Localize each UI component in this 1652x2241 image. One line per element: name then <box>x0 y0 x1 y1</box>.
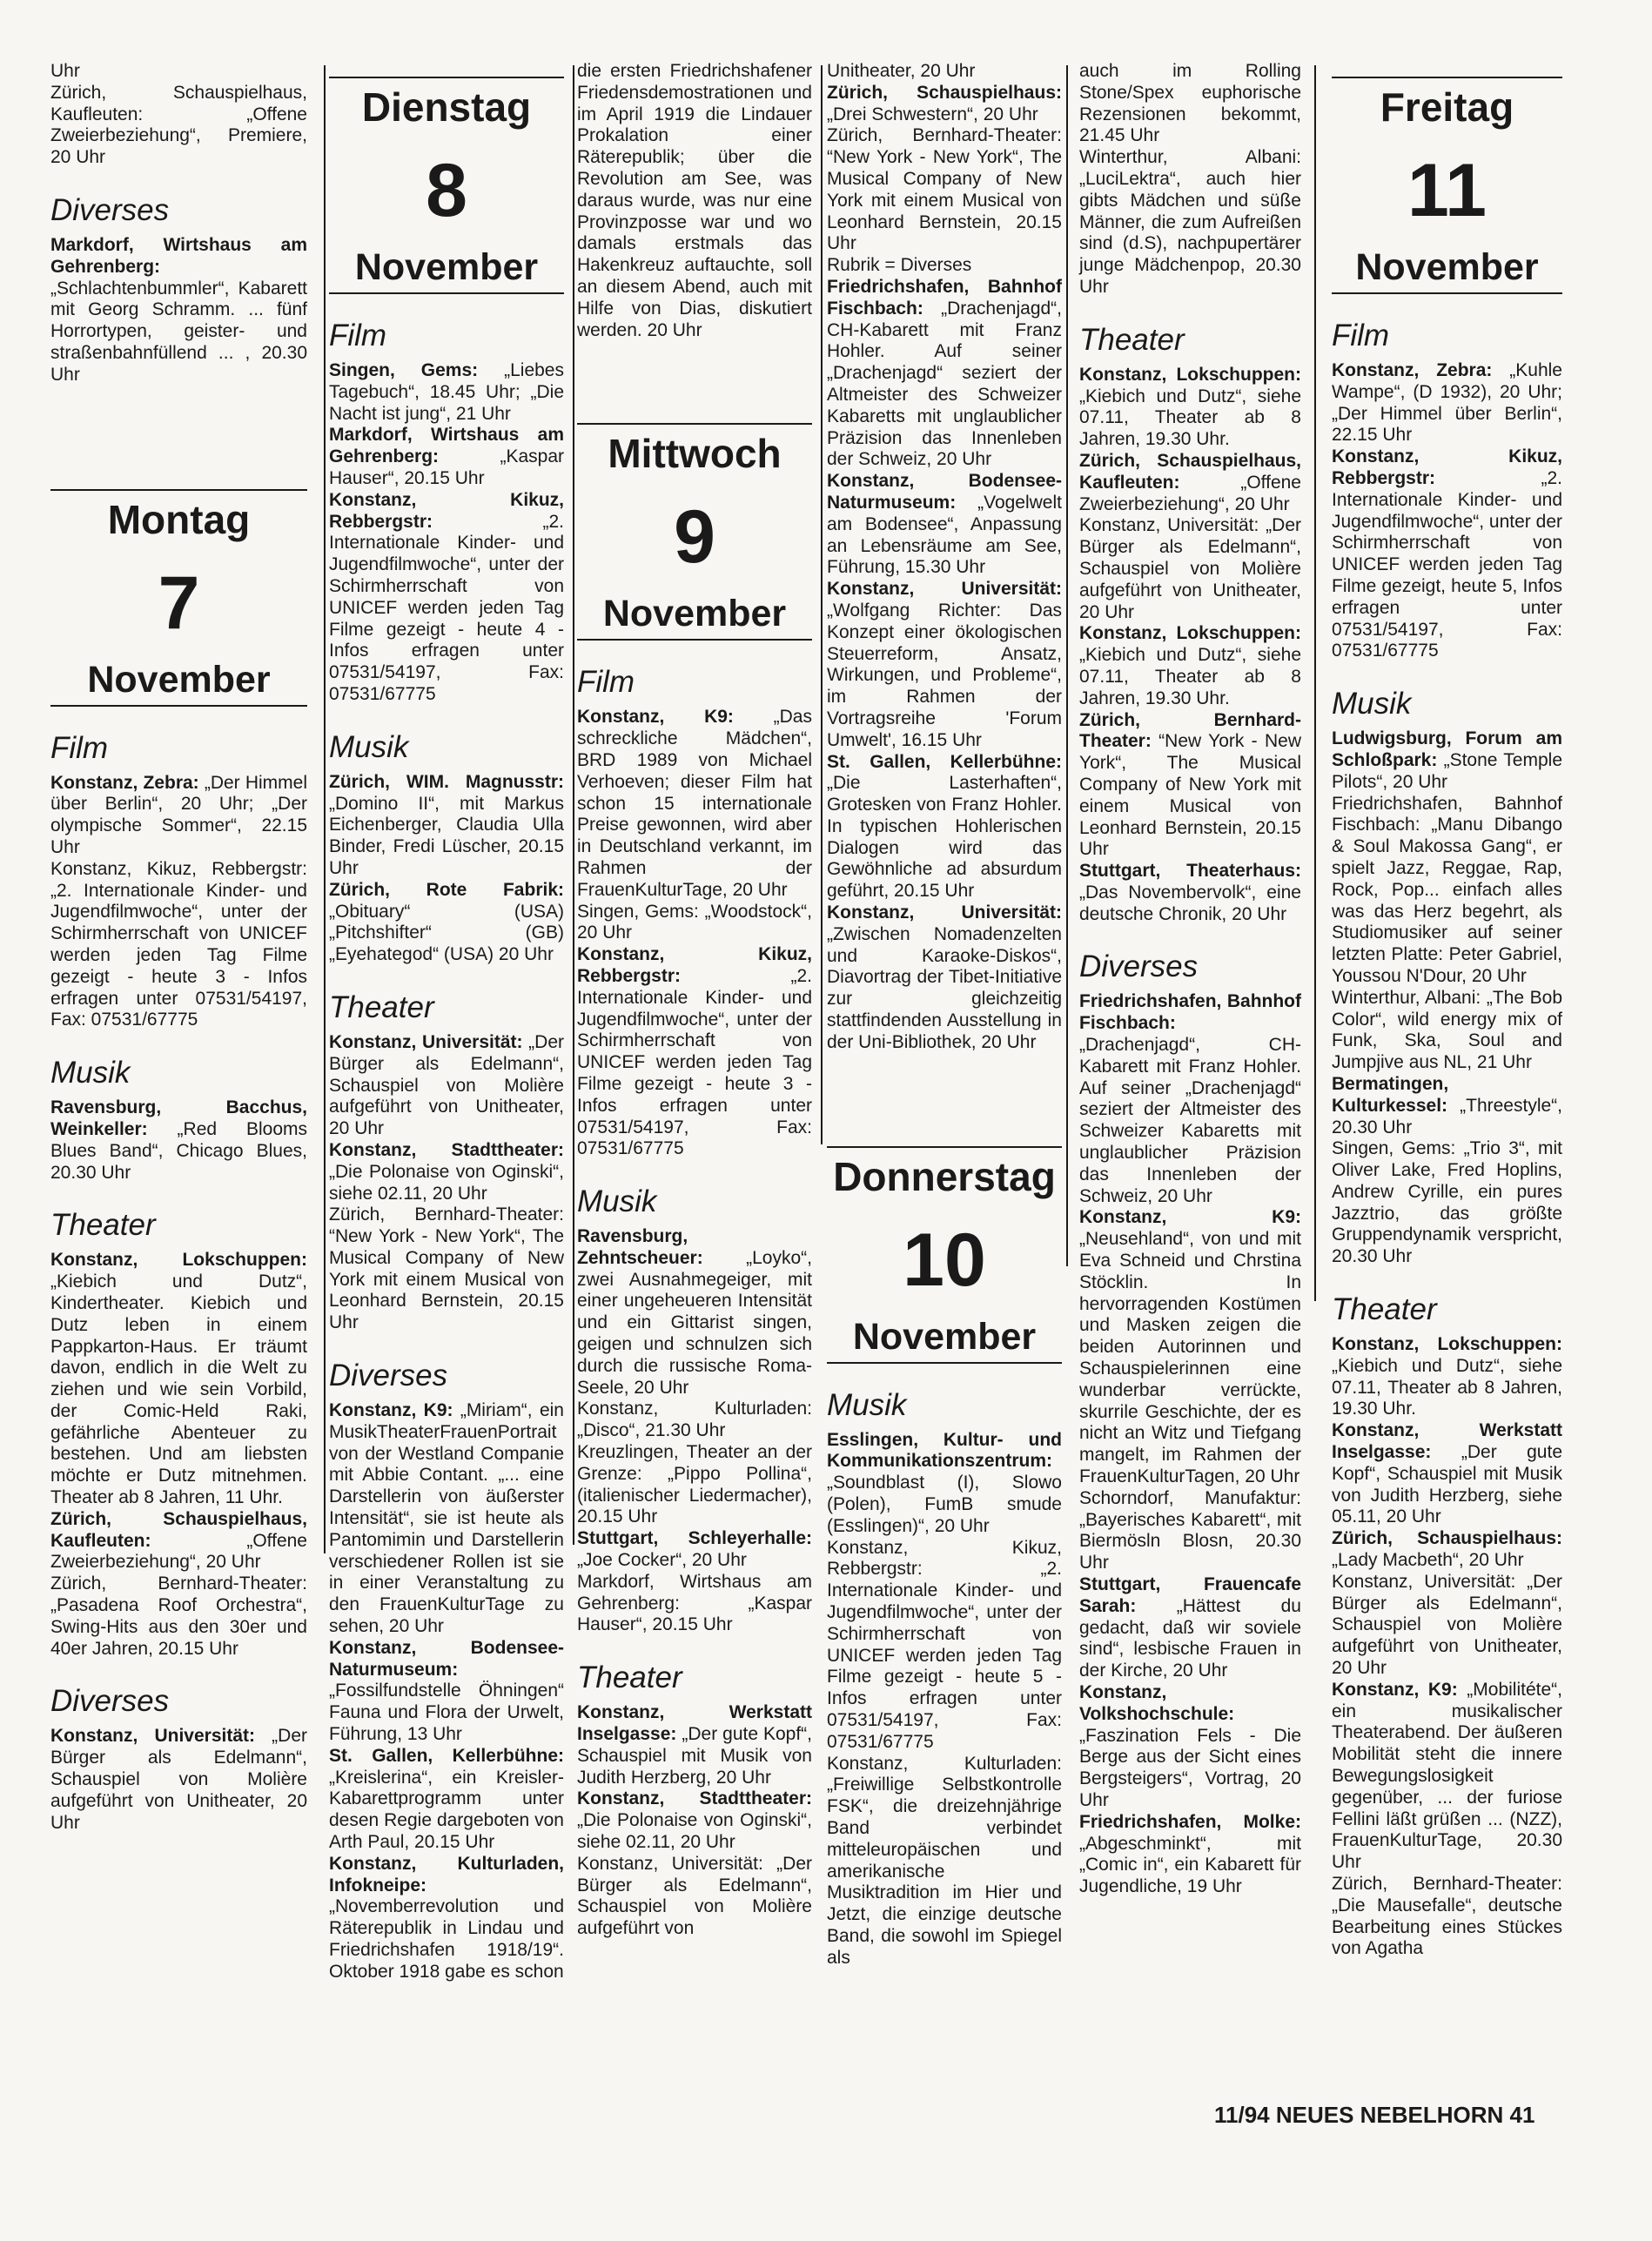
listing-entry <box>1079 451 1301 515</box>
category-heading: Theater <box>50 1208 156 1243</box>
entry-text: Zürich, Bernhard-Theater: „Pasadena Roof Orchestra“, Swing-Hits aus den 30er und 40er Jahren, 20.15 Uhr <box>50 1573 307 1659</box>
entry-text: „Vogelwelt am Bodensee“, Anpassung an Lebensräume am See, Führung, 15.30 Uhr <box>827 492 1062 578</box>
day-number: 10 <box>903 1218 986 1302</box>
entry-text: Zürich, Bernhard-Theater: “New York - New York“, The Musical Company of New York mit einem Musical von Leonhard Bernstein, 20.15 Uhr <box>827 125 1062 254</box>
spacer <box>577 341 812 407</box>
entry-text: „Wolfgang Richter: Das Konzept einer ökologischen Steuerreform, Ansatz, Wirkungen, und Probleme“, im Rahmen der Vortragsreihe 'Forum Umwelt', 16.15 Uhr <box>827 600 1062 750</box>
entry-text: Unitheater, 20 Uhr <box>827 61 976 81</box>
entry-text: “New York - New York“, The Musical Company of New York mit einem Musical von Leonhard Bernstein, 20.15 Uhr <box>1079 731 1301 860</box>
venue: Zürich, WIM. Magnusstr: <box>329 771 564 792</box>
listing-entry <box>50 1509 307 1573</box>
venue: Konstanz, Zebra: <box>50 772 199 793</box>
entry-text: „Threestyle“, 20.30 Uhr <box>1332 1095 1562 1137</box>
listing-entry <box>827 1430 1062 1538</box>
entry-text: Konstanz, Kulturladen: „Disco“, 21.30 Uhr <box>577 1399 812 1441</box>
listing-entry <box>329 425 564 489</box>
venue: Konstanz, Kikuz, Rebbergstr: <box>1332 446 1562 488</box>
venue: Esslingen, Kultur- und Kommunikationszentrum: <box>827 1429 1062 1472</box>
day-month: November <box>1355 246 1539 288</box>
day-name: Mittwoch <box>608 431 782 477</box>
entry-text: „Drei Schwestern“, 20 Uhr <box>827 104 1038 124</box>
entry-text: Kreuzlingen, Theater an der Grenze: „Pippo Pollina“, (italienischer Liedermacher), 20.15 Uhr <box>577 1442 812 1527</box>
entry-text: „Offene Zweierbeziehung“, 20 Uhr <box>50 1530 307 1573</box>
entry-text: „Fossilfundstelle Öhningen“ Fauna und Flora der Urwelt, Führung, 13 Uhr <box>329 1681 564 1745</box>
category-heading: Film <box>1332 319 1390 352</box>
day-month: November <box>852 1315 1037 1358</box>
category-heading: Diverses <box>50 192 170 227</box>
listing-entry <box>827 255 1062 277</box>
entry-text: Singen, Gems: „Woodstock“, 20 Uhr <box>577 901 812 943</box>
listing-entry <box>50 61 307 83</box>
listing-entry <box>1079 61 1301 147</box>
venue: Zürich, Schauspielhaus, Kaufleuten: <box>50 1508 307 1551</box>
venue: Konstanz, Kikuz, Rebbergstr: <box>577 944 812 986</box>
entry-text: Singen, Gems: „Trio 3“, mit Oliver Lake, Fred Hoplins, Andrew Cyrille, ein pures Jazztrio, das größte Gruppendynamik verspricht, 20.30 Uhr <box>1332 1138 1562 1267</box>
day-name: Dienstag <box>361 84 532 130</box>
venue: Friedrichshafen, Molke: <box>1079 1811 1301 1832</box>
listing-entry <box>827 579 1062 751</box>
venue: Stuttgart, Theaterhaus: <box>1079 861 1301 882</box>
venue: St. Gallen, Kellerbühne: <box>827 751 1062 772</box>
entry-text: Konstanz, Universität: „Der Bürger als Edelmann“, Schauspiel von Molière aufgeführt von Unitheater, 20 Uhr <box>1079 515 1301 622</box>
entry-text: „Abgeschminkt“, mit „Comic in“, ein Kabarett für Jugendliche, 19 Uhr <box>1079 1833 1301 1897</box>
listing-entry <box>1079 147 1301 299</box>
rule <box>329 292 564 294</box>
entry-text: „Kaspar Hauser“, 20.15 Uhr <box>329 446 564 488</box>
venue: Konstanz, Lokschuppen: <box>50 1250 307 1271</box>
venue: Konstanz, K9: <box>329 1400 453 1421</box>
venue: Ravensburg, Zehntscheuer: <box>577 1226 703 1268</box>
rule <box>827 1146 1062 1148</box>
venue: Konstanz, Zebra: <box>1332 360 1493 380</box>
venue: Zürich, Schauspielhaus, Kaufleuten: <box>1079 450 1301 493</box>
entry-text: auch im Rolling Stone/Spex euphorische Rezensionen bekommt, 21.45 Uhr <box>1079 61 1301 146</box>
listing-entry <box>329 1400 564 1638</box>
entry-text: „Drachenjagd“, CH-Kabarett mit Franz Hohler. Auf seiner „Drachenjagd“ seziert der Altmeister des Schweizer Kabaretts mit unglaublicher Präzision das Innenleben der Schweiz, 20 Uhr <box>827 298 1062 470</box>
venue: Konstanz, Lokschuppen: <box>1079 623 1301 644</box>
entry-text: „Zwischen Nomadenzelten und Karaoke-Diskos“, Diavortrag der Tibet-Initiative zur gleichzeitig stattfindenden Ausstellung in der Uni-Bibliothek, 20 Uhr <box>827 923 1062 1052</box>
venue: Konstanz, Volkshochschule: <box>1079 1681 1235 1724</box>
listing-entry <box>1079 623 1301 709</box>
listing-entry <box>577 1399 812 1442</box>
entry-text: Uhr <box>50 61 80 81</box>
day-month: November <box>602 593 787 635</box>
listing-entry <box>827 61 1062 83</box>
rule <box>827 1362 1062 1364</box>
column-3 <box>577 61 812 1940</box>
listing-entry <box>1079 991 1301 1207</box>
listing-entry <box>329 490 564 706</box>
entry-text: „Hättest du gedacht, daß wir soviele sind“, lesbische Frauen in der Kirche, 20 Uhr <box>1079 1595 1301 1681</box>
venue: Konstanz, Stadttheater: <box>329 1139 564 1160</box>
entry-text: „Liebes Tagebuch“, 18.45 Uhr; „Die Nacht ist jung“, 21 Uhr <box>329 360 564 424</box>
day-header <box>577 423 812 641</box>
entry-text: „Der Bürger als Edelmann“, Schauspiel von Molière aufgeführt von Unitheater, 20 Uhr <box>329 1031 564 1139</box>
entry-text: Konstanz, Universität: „Der Bürger als Edelmann“, Schauspiel von Molière aufgeführt von <box>577 1853 812 1939</box>
listing-entry <box>1332 1528 1562 1572</box>
entry-text: „Der Himmel über Berlin“, 20 Uhr; „Der olympische Sommer“, 22.15 Uhr <box>50 772 307 857</box>
venue: Stuttgart, Schleyerhalle: <box>577 1528 812 1549</box>
entry-text: „Drachenjagd“, CH-Kabarett mit Franz Hohler. Auf seiner „Drachenjagd“ seziert der Altmeister des Schweizer Kabaretts mit unglaublicher Präzision das Innenleben der Schweiz, 20 Uhr <box>1079 1035 1301 1206</box>
entry-text: „Die Polonaise von Oginski“, siehe 02.11, 20 Uhr <box>329 1161 564 1204</box>
listing-entry <box>1332 1334 1562 1420</box>
day-header <box>1332 77 1562 294</box>
listing-entry <box>1079 710 1301 862</box>
listing-entry <box>1332 794 1562 988</box>
listing-entry <box>1332 1680 1562 1874</box>
entry-text: die ersten Friedrichshafener Friedensdemostrationen und im April 1919 die Lindauer Prokalation einer Räterepublik; über die Revolution am See, was daraus wurde, was nur eine Provinzposse war und wo damals erstmals das Hakenkreuz auftauchte, soll an diesem Abend, auch mit Hilfe von Dias, diskutiert werden. 20 Uhr <box>577 61 812 340</box>
listing-entry <box>827 83 1062 126</box>
column-4 <box>827 61 1062 1969</box>
venue: Konstanz, Lokschuppen: <box>1079 364 1301 385</box>
listing-entry <box>1079 1574 1301 1682</box>
entry-text: „Red Blooms Blues Band“, Chicago Blues, 20.30 Uhr <box>50 1118 307 1183</box>
entry-text: Konstanz, Universität: „Der Bürger als Edelmann“, Schauspiel von Molière aufgeführt von Unitheater, 20 Uhr <box>1332 1571 1562 1679</box>
entry-text: „Kiebich und Dutz“, siehe 07.11, Theater ab 8 Jahren, 19.30 Uhr. <box>1079 386 1301 450</box>
listing-entry <box>50 1250 307 1509</box>
listing-entry <box>577 1442 812 1528</box>
venue: Stuttgart, Frauencafe Sarah: <box>1079 1574 1301 1616</box>
category-heading: Diverses <box>1079 949 1199 984</box>
day-number: 8 <box>426 149 467 232</box>
entry-text: „Novemberrevolution und Räterepublik in Lindau und Friedrichshafen 1918/19“. Oktober 1918 gabe es schon <box>329 1896 564 1982</box>
venue: Konstanz, Bodensee-Naturmuseum: <box>329 1637 564 1680</box>
entry-text: „2. Internationale Kinder- und Jugendfilmwoche“, unter der Schirmherrschaft von UNICEF werden jeden Tag Filme gezeigt - heute 3 - Infos erfragen unter 07531/54197, Fax: 07531/67775 <box>577 965 812 1159</box>
listing-entry <box>1332 728 1562 793</box>
entry-text: Konstanz, Kikuz, Rebbergstr: „2. Internationale Kinder- und Jugendfilmwoche“, unter der Schirmherrschaft von UNICEF werden jeden Tag Filme gezeigt - heute 5 - Infos erfragen unter 07531/54197, Fax: 07531/67775 <box>827 1537 1062 1752</box>
listing-entry <box>1332 1572 1562 1680</box>
listing-entry <box>50 1573 307 1660</box>
venue: Konstanz, Lokschuppen: <box>1332 1334 1562 1355</box>
listing-entry <box>1079 1812 1301 1898</box>
category-heading: Musik <box>50 1056 131 1090</box>
day-number: 7 <box>158 560 200 645</box>
listing-entry <box>329 1746 564 1854</box>
listing-entry <box>577 1854 812 1940</box>
column-divider <box>821 65 823 1144</box>
venue: Konstanz, Universität: <box>50 1726 256 1747</box>
entry-text: „2. Internationale Kinder- und Jugendfilmwoche“, unter der Schirmherrschaft von UNICEF werden jeden Tag Filme gezeigt, heute 5, Infos erfragen unter 07531/54197, Fax: 07531/67775 <box>1332 467 1562 661</box>
listing-entry <box>827 902 1062 1054</box>
column-6 <box>1332 61 1562 1960</box>
entry-text: „Das Novembervolk“, eine deutsche Chronik, 20 Uhr <box>1079 882 1301 924</box>
day-month: November <box>354 246 539 288</box>
listing-entry <box>1079 1682 1301 1812</box>
listing-entry <box>329 1140 564 1204</box>
entry-text: Schorndorf, Manufaktur: „Bayerisches Kabarett“, mit Biermösln Blosn, 20.30 Uhr <box>1079 1487 1301 1573</box>
entry-text: „Domino II“, mit Markus Eichenberger, Claudia Ulla Binder, Fredi Lüscher, 20.15 Uhr <box>329 793 564 878</box>
venue: Konstanz, Kulturladen, Infokneipe: <box>329 1853 564 1895</box>
day-header <box>329 77 564 294</box>
venue: Friedrichshafen, Bahnhof Fischbach: <box>827 276 1062 319</box>
venue: Ludwigsburg, Forum am Schloßpark: <box>1332 728 1562 770</box>
listing-entry <box>329 880 564 966</box>
column-2 <box>329 61 564 1983</box>
listing-entry <box>1079 861 1301 925</box>
category-heading: Musik <box>827 1387 907 1422</box>
listing-entry <box>50 83 307 169</box>
day-name: Montag <box>107 496 251 542</box>
rule <box>577 423 812 425</box>
column-divider <box>324 65 326 1553</box>
listing-entry <box>577 707 812 901</box>
column-5 <box>1079 61 1301 1898</box>
listing-entry <box>329 1854 564 1983</box>
category-heading: Film <box>577 665 635 700</box>
venue: Konstanz, Werkstatt Inselgasse: <box>1332 1420 1562 1463</box>
listing-entry <box>50 1726 307 1834</box>
venue: Zürich, Schauspielhaus: <box>827 82 1062 103</box>
category-heading: Film <box>329 319 387 352</box>
listing-entry <box>50 1097 307 1184</box>
listing-entry <box>827 1754 1062 1969</box>
listing-entry <box>1332 446 1562 662</box>
listing-entry <box>827 1538 1062 1754</box>
listing-entry <box>1332 1420 1562 1528</box>
page-footer: 11/94 NEUES NEBELHORN 41 <box>1214 2102 1535 2128</box>
rule <box>577 639 812 641</box>
category-heading: Theater <box>577 1661 682 1695</box>
entry-text: „Neusehland“, von und mit Eva Schneid und Chrstina Stöcklin. In hervorragenden Kostümen und Masken zeigen die beiden Autorinnen und Schauspielerinnen eine wunderbar verrückte, skurrile Geschichte, der es nicht an Witz und Tiefgang mangelt, im Rahmen der FrauenKulturTagen, 20 Uhr <box>1079 1229 1301 1487</box>
day-header <box>50 489 307 707</box>
entry-text: „Der gute Kopf“, Schauspiel mit Musik von Judith Herzberg, 20 Uhr <box>577 1724 812 1788</box>
listing-entry <box>50 773 307 859</box>
venue: Friedrichshafen, Bahnhof Fischbach: <box>1079 991 1301 1034</box>
listing-entry <box>827 752 1062 903</box>
rule <box>50 705 307 707</box>
entry-text: „Obituary“ (USA) „Pitchshifter“ (GB) „Eyehategod“ (USA) 20 Uhr <box>329 901 564 965</box>
entry-text: Winterthur, Albani: „The Bob Color“, wild energy mix of Funk, Ska, Soul and Jumpjive aus NL, 21 Uhr <box>1332 987 1562 1073</box>
venue: Zürich, Schauspielhaus: <box>1332 1528 1562 1549</box>
listing-entry <box>827 471 1062 579</box>
listing-entry <box>827 277 1062 471</box>
venue: Konstanz, Kikuz, Rebbergstr: <box>329 489 564 532</box>
entry-text: Winterthur, Albani: „LuciLektra“, auch hier gibts Mädchen und süße Männer, die zum Aufreißen sind (d.S), nachpupertärer junge Mädchenpop, 20.30 Uhr <box>1079 147 1301 297</box>
spacer <box>827 1054 1062 1131</box>
entry-text: Zürich, Schauspielhaus, Kaufleuten: „Offene Zweierbeziehung“, Premiere, 20 Uhr <box>50 82 307 168</box>
entry-text: „Der Bürger als Edelmann“, Schauspiel von Molière aufgeführt von Unitheater, 20 Uhr <box>50 1726 307 1833</box>
entry-text: „Die Lasterhaften“, Grotesken von Franz Hohler. In typischen Hohlerischen Dialogen wird das Gewöhnliche ad absurdum geführt, 20.15 Uhr <box>827 773 1062 902</box>
listing-entry <box>1332 1138 1562 1268</box>
venue: Markdorf, Wirtshaus am Gehrenberg: <box>329 425 564 467</box>
category-heading: Theater <box>329 990 434 1024</box>
entry-text: Rubrik = Diverses <box>827 255 972 276</box>
venue: Ravensburg, Bacchus, Weinkeller: <box>50 1097 307 1139</box>
listing-entry <box>577 902 812 945</box>
day-name: Donnerstag <box>833 1153 1056 1199</box>
entry-text: „Das schreckliche Mädchen“, BRD 1989 von Michael Verhoeven; dieser Film hat schon 15 internationale Preise gewonnen, wird aber in Deutschland verkannt, im Rahmen der FrauenKulturTage, 20 Uhr <box>577 707 812 900</box>
venue: Konstanz, K9: <box>1079 1207 1301 1228</box>
listing-entry <box>1079 365 1301 451</box>
venue: Zürich, Rote Fabrik: <box>329 879 564 900</box>
category-heading: Diverses <box>50 1684 170 1719</box>
rule <box>50 489 307 491</box>
listing-entry <box>1332 360 1562 446</box>
entry-text: „Stone Temple Pilots“, 20 Uhr <box>1332 749 1562 792</box>
venue: Konstanz, K9: <box>1332 1679 1458 1700</box>
venue: Markdorf, Wirtshaus am Gehrenberg: <box>50 234 307 277</box>
entry-text: Zürich, Bernhard-Theater: “New York - New York“, The Musical Company of New York mit einem Musical von Leonhard Bernstein, 20.15 Uhr <box>329 1204 564 1333</box>
listing-entry <box>577 1702 812 1788</box>
entry-text: „Lady Macbeth“, 20 Uhr <box>1332 1550 1524 1571</box>
category-heading: Film <box>50 730 109 765</box>
entry-text: „Kiebich und Dutz“, siehe 07.11, Theater ab 8 Jahren, 19.30 Uhr. <box>1079 645 1301 708</box>
listing-entry <box>329 1638 564 1746</box>
rule <box>329 77 564 78</box>
venue: Zürich, Bernhard-Theater: <box>1079 709 1301 752</box>
day-month: November <box>87 658 271 701</box>
listing-entry <box>50 859 307 1031</box>
day-number: 11 <box>1407 149 1487 232</box>
listing-entry <box>1079 515 1301 623</box>
category-heading: Musik <box>577 1184 657 1219</box>
venue: St. Gallen, Kellerbühne: <box>329 1745 564 1766</box>
listing-entry <box>329 360 564 425</box>
listing-entry <box>329 1032 564 1140</box>
entry-text: „Loyko“, zwei Ausnahmegeiger, mit einer ungeheueren Intensität und ein Gittarist singen, geigen und schnulzen sich durch die russische Roma-Seele, 20 Uhr <box>577 1247 812 1398</box>
entry-text: Friedrichshafen, Bahnhof Fischbach: „Manu Dibango & Soul Makossa Gang“, er spielt Jazz, Reggae, Rap, Rock, Pop... einfach alles was das Herz begehrt, als Studiomusiker auf seiner letzten Platte: Peter Gabriel, Youssou N'Dour, 20 Uhr <box>1332 793 1562 986</box>
entry-text: „Miriam“, ein MusikTheaterFrauenPortrait von der Westland Companie mit Abbie Contant. „... eine Darstellerin von äußerster Intensität“, sie ist heute als Pantomimin und Darstellerin verschiedener Rollen ist sie in einer Veranstaltung zu den FrauenKulturTage zu sehen, 20 Uhr <box>329 1400 564 1637</box>
venue: Konstanz, Werkstatt Inselgasse: <box>577 1702 812 1745</box>
entry-text: „2. Internationale Kinder- und Jugendfilmwoche“, unter der Schirmherrschaft von UNICEF werden jeden Tag Filme gezeigt - heute 4 - Infos erfragen unter 07531/54197, Fax: 07531/67775 <box>329 511 564 704</box>
entry-text: „Offene Zweierbeziehung“, 20 Uhr <box>1079 472 1301 514</box>
column-1 <box>50 61 307 1834</box>
entry-text: Markdorf, Wirtshaus am Gehrenberg: „Kaspar Hauser“, 20.15 Uhr <box>577 1571 812 1635</box>
spacer <box>50 386 307 473</box>
entry-text: Konstanz, Kikuz, Rebbergstr: „2. Internationale Kinder- und Jugendfilmwoche“, unter der Schirmherrschaft von UNICEF werden jeden Tag Filme gezeigt - heute 3 - Infos erfragen unter 07531/54197, Fax: 07531/67775 <box>50 858 307 1030</box>
listing-entry <box>1079 1207 1301 1487</box>
day-header <box>827 1146 1062 1364</box>
listing-entry <box>577 1226 812 1399</box>
entry-text: Zürich, Bernhard-Theater: „Die Mausefalle“, deutsche Bearbeitung eines Stückes von Agatha <box>1332 1874 1562 1959</box>
entry-text: „Soundblast (I), Slowo (Polen), FumB smude (Esslingen)“, 20 Uhr <box>827 1473 1062 1536</box>
listing-entry <box>577 944 812 1160</box>
entry-text: „Kuhle Wampe“, (D 1932), 20 Uhr; „Der Himmel über Berlin“, 22.15 Uhr <box>1332 360 1562 446</box>
category-heading: Diverses <box>329 1359 448 1393</box>
listing-entry <box>827 125 1062 255</box>
listing-entry <box>329 772 564 880</box>
entry-text: „Der gute Kopf“, Schauspiel mit Musik von Judith Herzberg, siehe 05.11, 20 Uhr <box>1332 1442 1562 1527</box>
day-number: 9 <box>674 495 715 580</box>
entry-text: „Mobilitéte“, ein musikalischer Theaterabend. Der äußeren Mobilität steht die innere Bewegungslosigkeit gegenüber, ... der furiose Fellini läßt grüßen ... (NZZ), FrauenKulturTage, 20.30 Uhr <box>1332 1679 1562 1873</box>
entry-text: „Joe Cocker“, 20 Uhr <box>577 1550 747 1571</box>
listing-entry <box>1332 1874 1562 1960</box>
day-name: Freitag <box>1380 84 1514 130</box>
column-divider <box>1314 65 1316 1301</box>
rule <box>1332 292 1562 294</box>
venue: Konstanz, Universität: <box>329 1031 523 1052</box>
listing-entry <box>1332 988 1562 1074</box>
entry-text: „Faszination Fels - Die Berge aus der Sicht eines Bergsteigers“, Vortrag, 20 Uhr <box>1079 1725 1301 1810</box>
listing-entry <box>1079 1488 1301 1574</box>
entry-text: Konstanz, Kulturladen: „Freiwillige Selbstkontrolle FSK“, die dreizehnjährige Band verbindet mitteleuropäischen und amerikanische Musiktradition im Hier und Jetzt, die einzige deutsche Band, die sowohl im Spiegel als <box>827 1753 1062 1968</box>
listing-entry <box>577 1788 812 1853</box>
entry-text: „Schlachtenbummler“, Kabarett mit Georg Schramm. ... fünf Horrortypen, geister- und straßenbahnfüllend ... , 20.30 Uhr <box>50 278 307 385</box>
category-heading: Theater <box>1332 1292 1437 1327</box>
listing-entry <box>329 1204 564 1334</box>
listing-entry <box>577 1572 812 1636</box>
entry-text: „Die Polonaise von Oginski“, siehe 02.11, 20 Uhr <box>577 1810 812 1853</box>
entry-text: „Kiebich und Dutz“, Kindertheater. Kiebich und Dutz leben in einem Pappkarton-Haus. Er träumt davon, endlich in die Welt zu ziehen und wie sein Vorbild, der Comic-Held Raki, gefährliche Abenteuer zu bestehen. Und am liebsten möchte er Dutz mitnehmen. Theater ab 8 Jahren, 11 Uhr. <box>50 1271 307 1508</box>
rule <box>1332 77 1562 78</box>
category-heading: Musik <box>329 729 409 764</box>
category-heading: Musik <box>1332 687 1412 721</box>
column-divider <box>1066 65 1068 1266</box>
venue: Konstanz, K9: <box>577 707 734 728</box>
category-heading: Theater <box>1079 322 1185 357</box>
venue: Singen, Gems: <box>329 360 479 380</box>
entry-text: „Kreislerina“, ein Kreisler-Kabarettprogramm unter desen Regie dargeboten von Arth Paul, 20.15 Uhr <box>329 1767 564 1853</box>
listing-entry <box>1332 1074 1562 1138</box>
listing-entry <box>577 1528 812 1572</box>
venue: Bermatingen, Kulturkessel: <box>1332 1073 1449 1116</box>
venue: Konstanz, Bodensee-Naturmuseum: <box>827 471 1062 513</box>
listing-entry <box>577 61 812 341</box>
venue: Konstanz, Universität: <box>827 579 1062 600</box>
venue: Konstanz, Stadttheater: <box>577 1788 812 1809</box>
entry-text: „Kiebich und Dutz“, siehe 07.11, Theater ab 8 Jahren, 19.30 Uhr. <box>1332 1355 1562 1419</box>
venue: Konstanz, Universität: <box>827 902 1062 923</box>
listing-entry <box>50 235 307 386</box>
column-divider <box>573 65 574 1545</box>
